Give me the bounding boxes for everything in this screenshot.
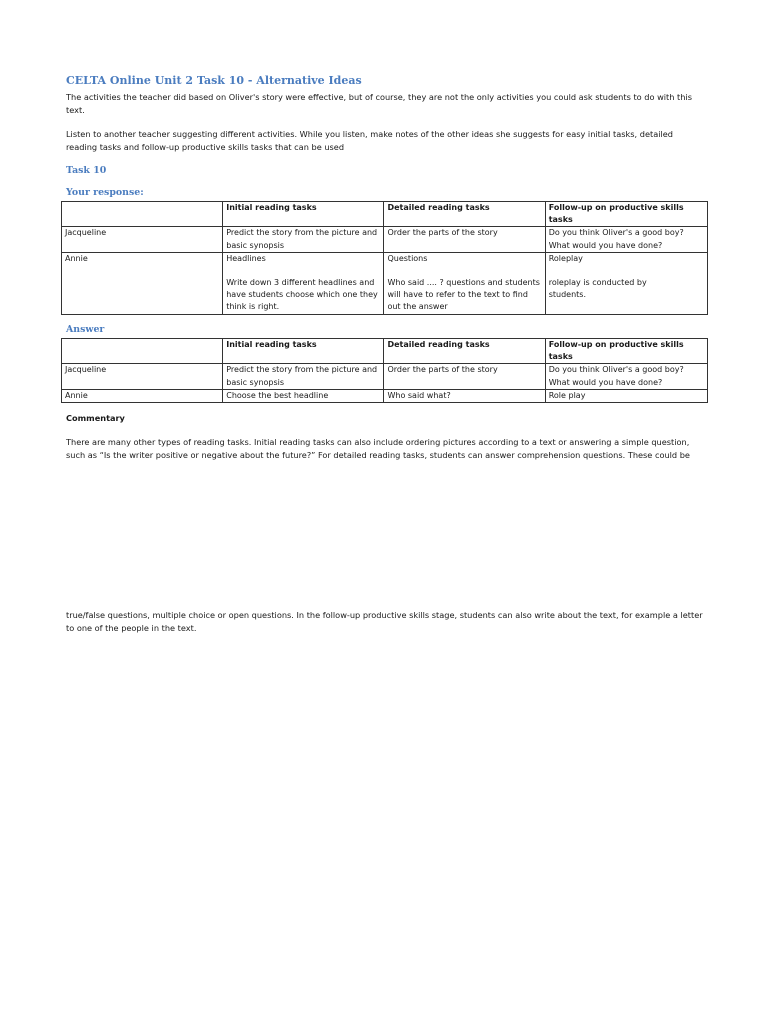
table-header-row [62, 202, 708, 227]
table-row [62, 227, 708, 252]
response-heading: Your response: [66, 187, 144, 198]
initial-cell-title: Headlines [226, 253, 266, 263]
commentary-label: Commentary [66, 413, 125, 423]
header-cell-initial: Initial reading tasks [223, 202, 384, 227]
followup-cell: Role play [545, 389, 707, 402]
detailed-cell-detail: Who said .... ? questions and students will have to refer to the text to find out the answer [387, 278, 540, 312]
answer-table [61, 338, 708, 403]
commentary-paragraph-2: true/false questions, multiple choice or open questions. In the follow-up productive skills stage, students can also write about the text, for example a letter to one of the people in the text. [66, 610, 703, 633]
header-cell-empty [62, 339, 223, 364]
followup-cell-detail: roleplay is conducted by students. [548, 278, 647, 300]
table-row [62, 252, 708, 314]
detailed-cell: Who said what? [384, 389, 545, 402]
followup-cell[interactable]: Do you think Oliver's a good boy? What would you have done? [545, 227, 707, 252]
followup-cell[interactable] [545, 252, 707, 314]
task-label: Task 10 [66, 165, 107, 176]
initial-cell: Predict the story from the picture and basic synopsis [223, 364, 384, 389]
initial-cell: Choose the best headline [223, 389, 384, 402]
response-table [61, 201, 708, 315]
intro-paragraph-2: Listen to another teacher suggesting different activities. While you listen, make notes of the other ideas she suggests for easy initial tasks, detailed reading tasks and follow-up productive skills tasks that can be used [66, 129, 674, 152]
header-cell-followup: Follow-up on productive skills tasks [545, 202, 707, 227]
row-name-cell: Annie [62, 389, 223, 402]
row-name-cell: Annie [62, 252, 223, 314]
followup-cell: Do you think Oliver's a good boy? What would you have done? [545, 364, 707, 389]
table-header-row [62, 339, 708, 364]
initial-cell[interactable]: Predict the story from the picture and basic synopsis [223, 227, 384, 252]
row-name-cell: Jacqueline [62, 364, 223, 389]
detailed-cell-title: Questions [387, 253, 428, 263]
intro-paragraph-1: The activities the teacher did based on Oliver's story were effective, but of course, they are not the only activities you could ask students to do with this text. [66, 92, 692, 115]
initial-cell[interactable] [223, 252, 384, 314]
commentary-paragraph-1: There are many other types of reading tasks. Initial reading tasks can also include ordering pictures according to a text or answering a simple question, such as “Is the writer positive or negative about the future?” For detailed reading tasks, students can answer comprehension questions. These could be [66, 437, 690, 460]
table-row [62, 389, 708, 402]
header-cell-detailed: Detailed reading tasks [384, 202, 545, 227]
header-cell-followup: Follow-up on productive skills tasks [545, 339, 707, 364]
answer-heading: Answer [66, 324, 105, 335]
header-cell-empty [62, 202, 223, 227]
detailed-cell[interactable] [384, 252, 545, 314]
detailed-cell: Order the parts of the story [384, 364, 545, 389]
header-cell-detailed: Detailed reading tasks [384, 339, 545, 364]
page-title: CELTA Online Unit 2 Task 10 - Alternative Ideas [66, 74, 362, 87]
followup-cell-title: Roleplay [548, 253, 583, 263]
row-name-cell: Jacqueline [62, 227, 223, 252]
table-row [62, 364, 708, 389]
header-cell-initial: Initial reading tasks [223, 339, 384, 364]
detailed-cell[interactable]: Order the parts of the story [384, 227, 545, 252]
initial-cell-detail: Write down 3 different headlines and have students choose which one they think is right. [226, 278, 378, 312]
